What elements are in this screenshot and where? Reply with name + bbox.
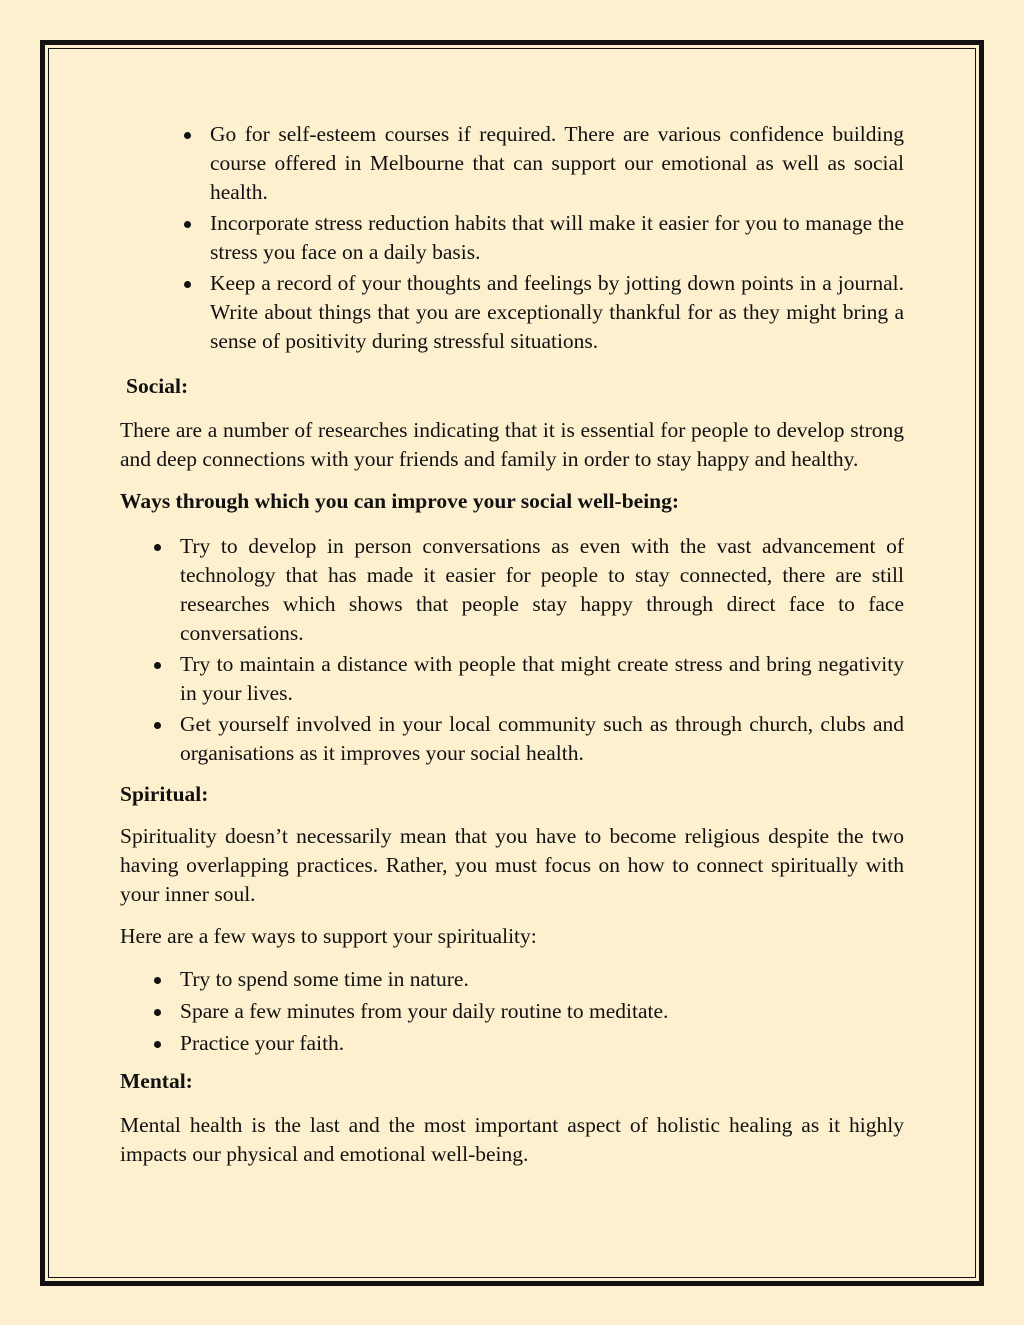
spiritual-heading: Spiritual: bbox=[120, 782, 209, 806]
list-item: Get yourself involved in your local community such as through church, clubs and organisations as it improves your social health. bbox=[180, 710, 904, 768]
social-subheading: Ways through which you can improve your social well-being: bbox=[120, 489, 680, 513]
list-item: Try to spend some time in nature. bbox=[180, 965, 904, 994]
social-tips-list bbox=[180, 532, 904, 768]
list-item: Try to maintain a distance with people that might create stress and bring negativity in your lives. bbox=[180, 650, 904, 708]
mental-paragraph: Mental health is the last and the most important aspect of holistic healing as it highly impacts our physical and emotional well-being. bbox=[120, 1113, 904, 1166]
spiritual-tips-list bbox=[180, 965, 904, 1058]
mental-heading: Mental: bbox=[120, 1069, 193, 1093]
list-item: Practice your faith. bbox=[180, 1029, 904, 1058]
list-item: Spare a few minutes from your daily routine to meditate. bbox=[180, 997, 904, 1026]
social-paragraph: There are a number of researches indicating that it is essential for people to develop strong and deep connections with your friends and family in order to stay happy and healthy. bbox=[120, 418, 904, 471]
document-body bbox=[120, 120, 904, 1169]
list-item: Try to develop in person conversations as even with the vast advancement of technology that has made it easier for people to stay connected, there are still researches which shows that people stay happy through direct face to face conversations. bbox=[180, 532, 904, 648]
social-heading: Social: bbox=[126, 374, 189, 398]
list-item: Go for self-esteem courses if required. There are various confidence building course offered in Melbourne that can support our emotional as well as social health. bbox=[210, 120, 904, 207]
emotional-tips-list bbox=[210, 120, 904, 356]
list-item: Keep a record of your thoughts and feelings by jotting down points in a journal. Write about things that you are exceptionally thankful for as they might bring a sense of positivity during stressful situations. bbox=[210, 269, 904, 356]
list-item: Incorporate stress reduction habits that will make it easier for you to manage the stress you face on a daily basis. bbox=[210, 209, 904, 267]
spiritual-paragraph: Spirituality doesn’t necessarily mean that you have to become religious despite the two having overlapping practices. Rather, you must focus on how to connect spiritually with your inner soul. bbox=[120, 824, 904, 906]
spiritual-intro: Here are a few ways to support your spirituality: bbox=[120, 924, 537, 948]
